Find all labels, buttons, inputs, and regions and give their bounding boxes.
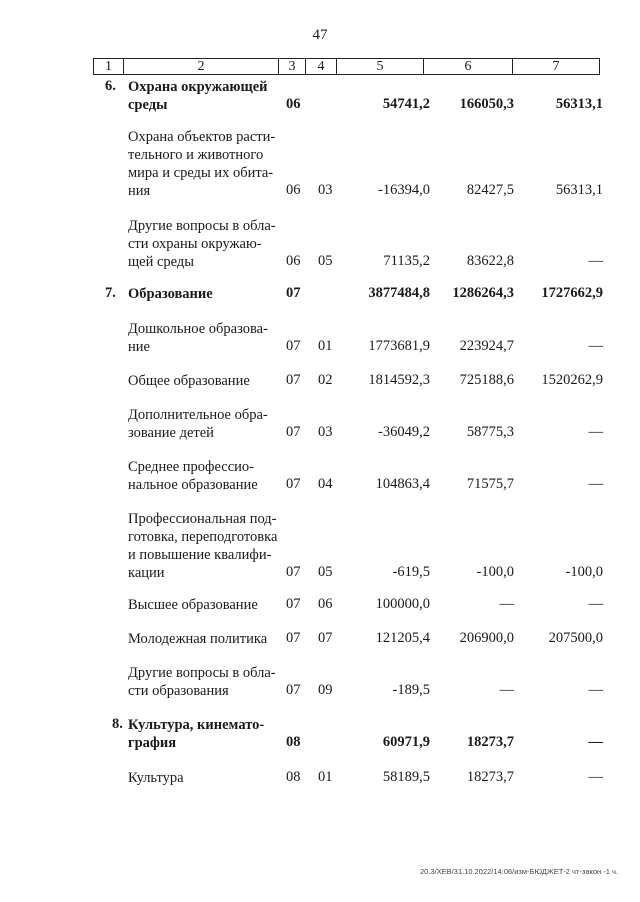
value-col-5: 58189,5 [382, 769, 430, 785]
value-col-5: 3877484,8 [368, 285, 430, 301]
row-label-line: мира и среды их обита- [128, 165, 274, 181]
value-col-7: — [588, 338, 603, 354]
section-number: 8. [112, 716, 123, 732]
row-label [128, 217, 284, 271]
value-col-7: — [588, 476, 603, 492]
header-col-6: 6 [424, 59, 513, 75]
row-label [128, 664, 284, 700]
row-label [128, 716, 284, 752]
value-col-6: 725188,6 [459, 372, 514, 388]
row-label-line: сти охраны окружаю- [128, 236, 262, 252]
section-code: 07 [286, 630, 301, 646]
row-label-line: Культура [128, 770, 184, 786]
section-code: 07 [286, 476, 301, 492]
row-label-line: щей среды [128, 254, 195, 270]
header-col-4: 4 [306, 59, 337, 75]
value-col-5: -16394,0 [378, 182, 430, 198]
footer-stamp: 20.3/XEB/31.10.2022/14:06/изм-БЮДЖЕТ-2 чт-закон -1 ч. [420, 867, 618, 876]
row-label-line: кации [128, 565, 165, 581]
subsection-code: 04 [318, 476, 333, 492]
value-col-6: 166050,3 [459, 96, 514, 112]
row-label-line: ния [128, 183, 151, 199]
row-label-line: сти образования [128, 683, 229, 699]
subsection-code: 09 [318, 682, 333, 698]
subsection-code: 03 [318, 182, 333, 198]
header-col-2: 2 [124, 59, 279, 75]
value-col-5: 1773681,9 [368, 338, 430, 354]
row-label-line: Охрана объектов расти- [128, 129, 276, 145]
value-col-7: — [588, 734, 603, 750]
row-label [128, 320, 284, 356]
value-col-7: — [588, 682, 603, 698]
section-code: 07 [286, 338, 301, 354]
value-col-7: — [588, 424, 603, 440]
value-col-7: 207500,0 [548, 630, 603, 646]
row-label-line: Дошкольное образова- [128, 321, 268, 337]
row-label-line: ние [128, 339, 150, 355]
value-col-5: 1814592,3 [368, 372, 430, 388]
header-col-3: 3 [279, 59, 306, 75]
value-col-6: 18273,7 [466, 769, 514, 785]
section-code: 07 [286, 682, 301, 698]
subsection-code: 01 [318, 338, 333, 354]
row-label [128, 510, 284, 582]
subsection-code: 07 [318, 630, 333, 646]
value-col-6: — [499, 682, 514, 698]
value-col-5: 71135,2 [383, 253, 430, 269]
value-col-5: 60971,9 [382, 734, 430, 750]
header-col-7: 7 [513, 59, 600, 75]
subsection-code: 05 [318, 253, 333, 269]
value-col-6: 71575,7 [466, 476, 514, 492]
row-label-line: Среднее профессио- [128, 459, 254, 475]
value-col-6: 18273,7 [466, 734, 514, 750]
row-label [128, 128, 284, 200]
row-label-line: Охрана окружающей [128, 79, 268, 95]
value-col-5: 104863,4 [375, 476, 430, 492]
value-col-6: 223924,7 [459, 338, 514, 354]
value-col-6: -100,0 [476, 564, 514, 580]
section-code: 08 [286, 769, 301, 785]
subsection-code: 03 [318, 424, 333, 440]
section-code: 06 [286, 96, 301, 112]
value-col-5: -36049,2 [378, 424, 430, 440]
row-label-line: Образование [128, 286, 213, 302]
row-label-line: Культура, кинемато- [128, 717, 265, 733]
subsection-code: 06 [318, 596, 333, 612]
subsection-code: 01 [318, 769, 333, 785]
value-col-7: — [588, 769, 603, 785]
row-label-line: Профессиональная под- [128, 511, 277, 527]
value-col-7: 1727662,9 [541, 285, 603, 301]
section-number: 7. [105, 285, 116, 301]
subsection-code: 02 [318, 372, 333, 388]
row-label [128, 630, 284, 648]
section-code: 07 [286, 285, 301, 301]
value-col-7: 56313,1 [555, 182, 603, 198]
row-label-line: Дополнительное обра- [128, 407, 268, 423]
value-col-6: 58775,3 [466, 424, 514, 440]
value-col-7: 1520262,9 [541, 372, 603, 388]
value-col-7: — [588, 253, 603, 269]
row-label [128, 285, 284, 303]
row-label-line: Другие вопросы в обла- [128, 665, 276, 681]
value-col-5: -189,5 [392, 682, 430, 698]
section-code: 06 [286, 253, 301, 269]
row-label [128, 406, 284, 442]
section-number: 6. [105, 78, 116, 94]
section-code: 07 [286, 372, 301, 388]
row-label [128, 458, 284, 494]
row-label [128, 78, 284, 114]
row-label-line: Высшее образование [128, 597, 258, 613]
value-col-6: — [499, 596, 514, 612]
row-label-line: готовка, переподготовка [128, 529, 278, 545]
row-label [128, 372, 284, 390]
row-label-line: нальное образование [128, 477, 258, 493]
page-number: 47 [312, 27, 328, 43]
row-label-line: зование детей [128, 425, 214, 441]
section-code: 07 [286, 424, 301, 440]
row-label-line: Общее образование [128, 373, 250, 389]
value-col-6: 83622,8 [466, 253, 514, 269]
row-label [128, 769, 284, 787]
value-col-7: -100,0 [565, 564, 603, 580]
row-label [128, 596, 284, 614]
header-col-1: 1 [94, 59, 124, 75]
row-label-line: Другие вопросы в обла- [128, 218, 276, 234]
value-col-5: 54741,2 [382, 96, 430, 112]
section-code: 06 [286, 182, 301, 198]
value-col-5: 121205,4 [375, 630, 430, 646]
value-col-7: 56313,1 [555, 96, 603, 112]
subsection-code: 05 [318, 564, 333, 580]
section-code: 08 [286, 734, 301, 750]
row-label-line: графия [128, 735, 177, 751]
section-code: 07 [286, 596, 301, 612]
row-label-line: тельного и животного [128, 147, 264, 163]
row-label-line: среды [128, 97, 168, 113]
header-col-5: 5 [337, 59, 424, 75]
value-col-5: -619,5 [392, 564, 430, 580]
value-col-6: 1286264,3 [452, 285, 514, 301]
table-header [93, 58, 600, 75]
value-col-6: 82427,5 [466, 182, 514, 198]
value-col-5: 100000,0 [375, 596, 430, 612]
section-code: 07 [286, 564, 301, 580]
row-label-line: и повышение квалифи- [128, 547, 272, 563]
value-col-6: 206900,0 [459, 630, 514, 646]
row-label-line: Молодежная политика [128, 631, 268, 647]
value-col-7: — [588, 596, 603, 612]
